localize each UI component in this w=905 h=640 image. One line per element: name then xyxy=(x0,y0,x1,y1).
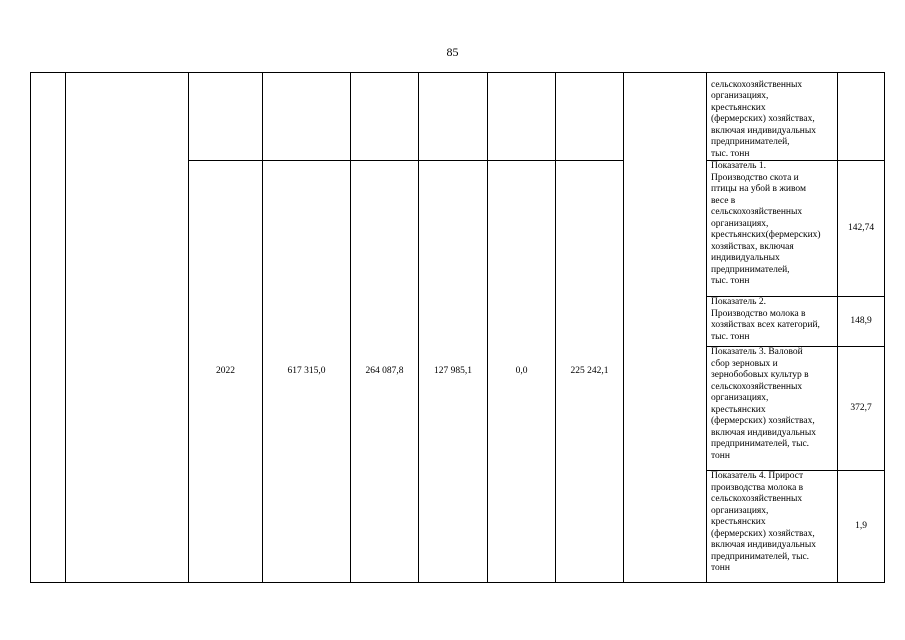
indicator-1-text xyxy=(707,161,838,297)
program-table xyxy=(30,72,885,583)
cell-year-prev xyxy=(189,73,263,161)
cell-name xyxy=(66,73,189,583)
cell-year: 2022 xyxy=(189,161,263,583)
cell-local-prev xyxy=(488,73,556,161)
cell-extra-prev xyxy=(556,73,624,161)
indicator-text: Показатель 4. Прирост производства молока в сельскохозяйственных организациях, крестьянских (фермерских) хозяйствах, включая индивидуальных предпринимателей, тыс. тонн xyxy=(711,471,817,573)
indicator-text: Показатель 1. Производство скота и птицы на убой в живом весе в сельскохозяйственных организациях, крестьянских(фермерских) хозяйствах, включая индивидуальных предпринимателей, тыс. тонн xyxy=(711,161,821,286)
indicator-text: Показатель 2. Производство молока в хозяйствах всех категорий, тыс. тонн xyxy=(711,297,820,342)
page-number: 85 xyxy=(446,45,459,59)
indicator-3-value: 372,7 xyxy=(838,347,885,471)
cell-total: 617 315,0 xyxy=(263,161,351,583)
indicator-2-text xyxy=(707,297,838,347)
table-row xyxy=(31,73,885,161)
cell-number xyxy=(31,73,66,583)
cell-federal-prev xyxy=(351,73,419,161)
cell-regional-prev xyxy=(419,73,488,161)
cell-extra: 225 242,1 xyxy=(556,161,624,583)
indicator-3-text xyxy=(707,347,838,471)
indicator-2-value: 148,9 xyxy=(838,297,885,347)
cell-regional: 127 985,1 xyxy=(419,161,488,583)
cell-local: 0,0 xyxy=(488,161,556,583)
indicator-4-value: 1,9 xyxy=(838,471,885,583)
cell-federal: 264 087,8 xyxy=(351,161,419,583)
cell-total-prev xyxy=(263,73,351,161)
cell-executor xyxy=(624,73,707,583)
indicator-text: сельскохозяйственных организациях, крестьянских (фермерских) хозяйствах, включая индивидуальных предпринимателей, тыс. тонн xyxy=(711,79,817,159)
indicator-4-text xyxy=(707,471,838,583)
indicator-1-value: 142,74 xyxy=(838,161,885,297)
indicator-value-prev xyxy=(838,73,885,161)
indicator-text: Показатель 3. Валовой сбор зерновых и зернобобовых культур в сельскохозяйственных организациях, крестьянских (фермерских) хозяйствах, включая индивидуальных предпринимателей, тыс. тонн xyxy=(711,347,817,461)
indicator-text-prev xyxy=(707,73,838,161)
